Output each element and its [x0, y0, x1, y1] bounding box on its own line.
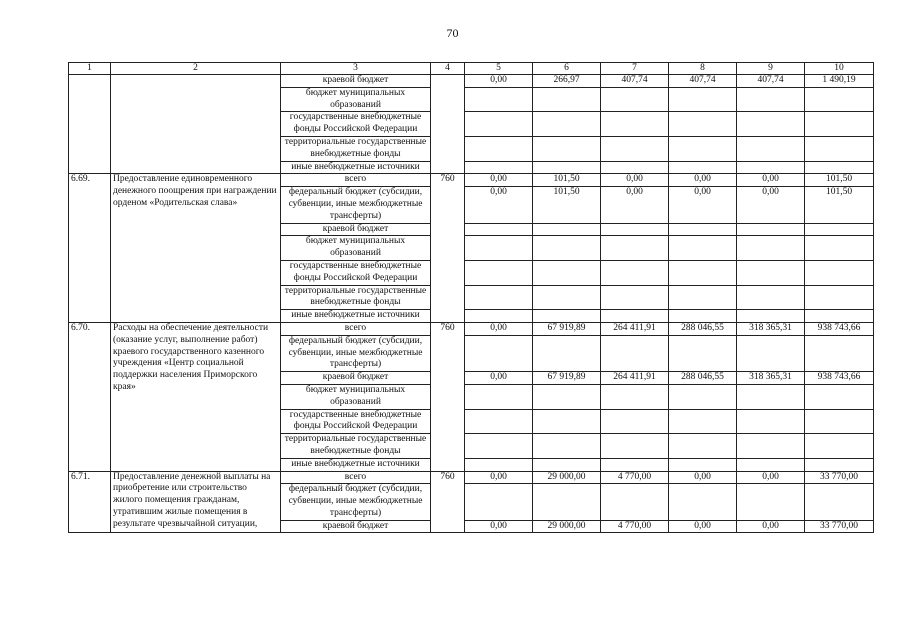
item-number-cell	[69, 75, 111, 174]
source-label: краевой бюджет	[281, 520, 431, 533]
value-cell: 101,50	[805, 174, 874, 187]
value-cell: 33 770,00	[805, 471, 874, 484]
value-cell: 67 919,89	[533, 372, 601, 385]
code-cell: 760	[431, 471, 465, 533]
header-cell: 4	[431, 63, 465, 75]
value-cell: 264 411,91	[601, 322, 669, 335]
header-cell: 5	[465, 63, 533, 75]
value-cell: 0,00	[737, 520, 805, 533]
value-cell: 938 743,66	[805, 372, 874, 385]
header-cell: 8	[669, 63, 737, 75]
source-label: государственные внебюджетные фонды Российской Федерации	[281, 409, 431, 434]
value-cell: 0,00	[669, 471, 737, 484]
header-cell: 9	[737, 63, 805, 75]
value-cell: 0,00	[465, 322, 533, 335]
value-cell: 0,00	[465, 187, 533, 223]
source-label: краевой бюджет	[281, 223, 431, 236]
source-label: бюджет муниципальных образований	[281, 87, 431, 112]
value-cell: 0,00	[737, 471, 805, 484]
header-row	[69, 63, 874, 75]
item-number-cell: 6.69.	[69, 174, 111, 323]
item-number-cell: 6.71.	[69, 471, 111, 533]
value-cell: 288 046,55	[669, 322, 737, 335]
value-cell: 1 490,19	[805, 75, 874, 88]
source-label: иные внебюджетные источники	[281, 458, 431, 471]
source-label: федеральный бюджет (субсидии, субвенции, иные межбюджетные трансферты)	[281, 335, 431, 371]
item-name-cell: Предоставление денежной выплаты на приобретение или строительство жилого помещения гражданам, утратившим жилые помещения в результате чрезвычайной ситуации,	[111, 471, 281, 533]
value-cell: 101,50	[805, 187, 874, 223]
table-row	[69, 322, 874, 335]
value-cell: 0,00	[737, 187, 805, 223]
item-name-cell: Предоставление единовременного денежного поощрения при награждении орденом «Родительская слава»	[111, 174, 281, 323]
value-cell: 4 770,00	[601, 520, 669, 533]
value-cell: 0,00	[465, 174, 533, 187]
value-cell: 0,00	[465, 372, 533, 385]
code-cell: 760	[431, 322, 465, 471]
source-label: государственные внебюджетные фонды Российской Федерации	[281, 112, 431, 137]
value-cell: 266,97	[533, 75, 601, 88]
item-name-cell: Расходы на обеспечение деятельности (оказание услуг, выполнение работ) краевого государственного казенного учреждения «Центр социальной поддержки населения Приморского края»	[111, 322, 281, 471]
value-cell: 264 411,91	[601, 372, 669, 385]
header-cell: 10	[805, 63, 874, 75]
item-name-cell	[111, 75, 281, 174]
code-cell	[431, 75, 465, 174]
value-cell: 67 919,89	[533, 322, 601, 335]
value-cell: 938 743,66	[805, 322, 874, 335]
header-cell: 1	[69, 63, 111, 75]
item-number-cell: 6.70.	[69, 322, 111, 471]
source-label: федеральный бюджет (субсидии, субвенции, иные межбюджетные трансферты)	[281, 484, 431, 520]
value-cell: 0,00	[669, 520, 737, 533]
source-label: всего	[281, 322, 431, 335]
value-cell: 407,74	[737, 75, 805, 88]
code-cell: 760	[431, 174, 465, 323]
table-row	[69, 471, 874, 484]
value-cell: 0,00	[601, 187, 669, 223]
value-cell: 101,50	[533, 174, 601, 187]
table-row	[69, 174, 874, 187]
page-number: 70	[446, 26, 459, 40]
source-label: бюджет муниципальных образований	[281, 236, 431, 261]
value-cell: 0,00	[669, 174, 737, 187]
value-cell: 0,00	[601, 174, 669, 187]
value-cell: 29 000,00	[533, 520, 601, 533]
source-label: государственные внебюджетные фонды Российской Федерации	[281, 260, 431, 285]
value-cell: 101,50	[533, 187, 601, 223]
value-cell: 0,00	[669, 187, 737, 223]
header-cell: 6	[533, 63, 601, 75]
source-label: краевой бюджет	[281, 75, 431, 88]
table-row	[69, 75, 874, 88]
source-label: всего	[281, 174, 431, 187]
source-label: территориальные государственные внебюджетные фонды	[281, 285, 431, 310]
source-label: территориальные государственные внебюджетные фонды	[281, 434, 431, 459]
header-cell: 7	[601, 63, 669, 75]
value-cell: 318 365,31	[737, 372, 805, 385]
source-label: бюджет муниципальных образований	[281, 384, 431, 409]
value-cell: 288 046,55	[669, 372, 737, 385]
source-label: федеральный бюджет (субсидии, субвенции, иные межбюджетные трансферты)	[281, 187, 431, 223]
value-cell: 0,00	[737, 174, 805, 187]
value-cell: 4 770,00	[601, 471, 669, 484]
source-label: всего	[281, 471, 431, 484]
value-cell: 0,00	[465, 520, 533, 533]
value-cell: 33 770,00	[805, 520, 874, 533]
source-label: территориальные государственные внебюджетные фонды	[281, 136, 431, 161]
budget-table	[68, 62, 874, 533]
source-label: краевой бюджет	[281, 372, 431, 385]
value-cell: 318 365,31	[737, 322, 805, 335]
source-label: иные внебюджетные источники	[281, 161, 431, 174]
source-label: иные внебюджетные источники	[281, 310, 431, 323]
header-cell: 3	[281, 63, 431, 75]
value-cell: 407,74	[601, 75, 669, 88]
value-cell: 0,00	[465, 75, 533, 88]
value-cell: 29 000,00	[533, 471, 601, 484]
value-cell: 407,74	[669, 75, 737, 88]
value-cell: 0,00	[465, 471, 533, 484]
header-cell: 2	[111, 63, 281, 75]
